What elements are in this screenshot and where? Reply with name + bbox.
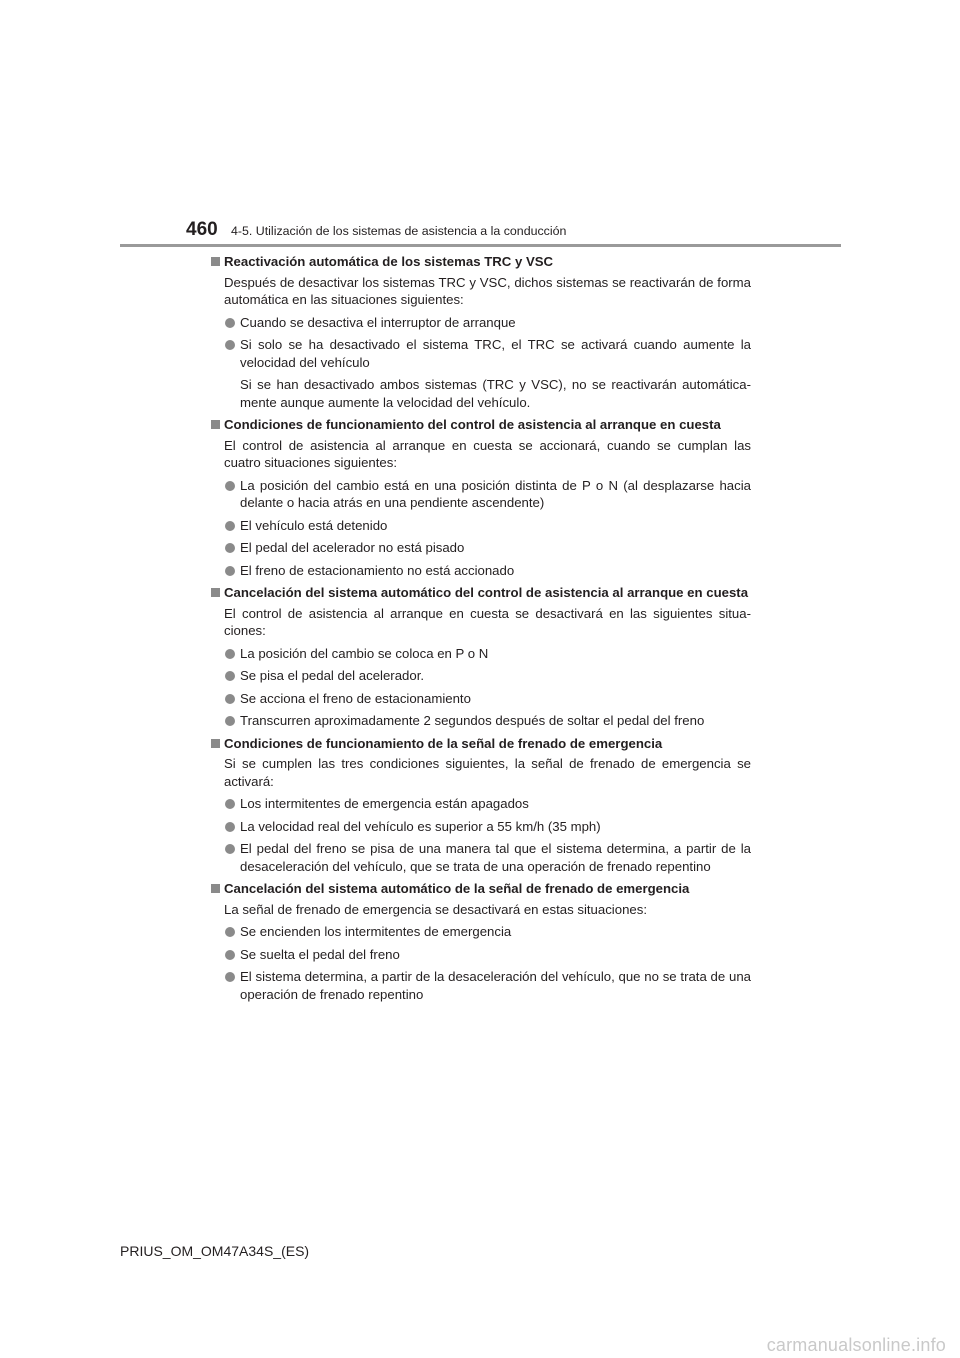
list-item-text: La posición del cambio está en una posición distinta de P o N (al desplazarse hacia delante o hacia atrás en una pendiente ascendente): [240, 477, 751, 510]
square-bullet-icon: [211, 588, 220, 597]
circle-bullet-icon: [225, 671, 235, 681]
list-item-text: Se encienden los intermitentes de emergencia: [240, 924, 512, 939]
list-item: [224, 336, 751, 371]
list-item: [224, 314, 751, 332]
list-item: [224, 968, 751, 1003]
header-rule: [120, 244, 841, 247]
list-item: [224, 667, 751, 685]
list-item-text: Los intermitentes de emergencia están apagados: [240, 796, 529, 811]
list-item-text: El pedal del acelerador no está pisado: [240, 540, 465, 555]
list-item-note: Si se han desactivado ambos sistemas (TRC y VSC), no se reactivarán automática-mente aunque aumente la velocidad del vehículo.: [240, 377, 751, 410]
list-item: [224, 795, 751, 813]
section-heading: [211, 735, 751, 753]
section-title: Condiciones de funcionamiento del control de asistencia al arranque en cuesta: [224, 417, 721, 432]
page-number: 460: [186, 219, 218, 240]
circle-bullet-icon: [225, 950, 235, 960]
section-heading: [211, 416, 751, 434]
list-item-text: La velocidad real del vehículo es superior a 55 km/h (35 mph): [240, 818, 601, 834]
circle-bullet-icon: [225, 481, 235, 491]
list-item: [224, 818, 751, 836]
section-hill-start-cancellation: [211, 584, 751, 730]
list-item-text: El freno de estacionamiento no está accionado: [240, 562, 515, 578]
circle-bullet-icon: [225, 716, 235, 726]
section-intro: Si se cumplen las tres condiciones siguientes, la señal de frenado de emergencia se activará:: [224, 756, 751, 789]
list-item: [224, 946, 751, 964]
circle-bullet-icon: [225, 340, 235, 350]
circle-bullet-icon: [225, 822, 235, 832]
section-title: Reactivación automática de los sistemas TRC y VSC: [224, 254, 554, 269]
circle-bullet-icon: [225, 972, 235, 982]
page-content: [211, 253, 751, 1003]
section-intro: La señal de frenado de emergencia se desactivará en estas situaciones:: [224, 901, 647, 917]
list-item: [224, 690, 751, 708]
list-item: [224, 645, 751, 663]
circle-bullet-icon: [225, 318, 235, 328]
list-item: [224, 712, 751, 730]
section-emergency-signal-cancellation: [211, 880, 751, 1003]
watermark: carmanualsonline.info: [766, 1335, 946, 1355]
list-item-text: El pedal del freno se pisa de una manera tal que el sistema determina, a partir de la desaceleración del vehículo, que se trata de una operación de frenado repentino: [240, 841, 751, 874]
list-item-text: La posición del cambio se coloca en P o N: [240, 645, 489, 661]
section-title: Condiciones de funcionamiento de la señal de frenado de emergencia: [224, 735, 663, 751]
list-item: [224, 517, 751, 535]
circle-bullet-icon: [225, 543, 235, 553]
list-item-text: Se pisa el pedal del acelerador.: [240, 668, 425, 683]
list-item-text: Si solo se ha desactivado el sistema TRC, el TRC se activará cuando aumente la velocidad del vehículo: [240, 337, 751, 370]
section-title: Cancelación del sistema automático de la señal de frenado de emergencia: [224, 881, 690, 896]
section-trc-vsc-reactivation: [211, 253, 751, 411]
chapter-title: 4-5. Utilización de los sistemas de asistencia a la conducción: [231, 224, 567, 238]
document-code: PRIUS_OM_OM47A34S_(ES): [120, 1243, 310, 1259]
circle-bullet-icon: [225, 927, 235, 937]
list-item: [224, 539, 751, 557]
section-intro: El control de asistencia al arranque en cuesta se accionará, cuando se cumplan las cuatro situaciones siguientes:: [224, 437, 751, 470]
section-heading: [211, 253, 751, 271]
list-item: [224, 923, 751, 941]
circle-bullet-icon: [225, 844, 235, 854]
circle-bullet-icon: [225, 799, 235, 809]
square-bullet-icon: [211, 884, 220, 893]
circle-bullet-icon: [225, 521, 235, 531]
square-bullet-icon: [211, 739, 220, 748]
list-item: [224, 562, 751, 580]
section-intro: El control de asistencia al arranque en cuesta se desactivará en las siguientes situa-ciones:: [224, 605, 751, 638]
list-item-text: Cuando se desactiva el interruptor de arranque: [240, 314, 516, 330]
circle-bullet-icon: [225, 694, 235, 704]
list-item-text: Se suelta el pedal del freno: [240, 946, 400, 962]
list-item-text: Se acciona el freno de estacionamiento: [240, 690, 471, 706]
list-item-text: El sistema determina, a partir de la desaceleración del vehículo, que no se trata de una operación de frenado repentino: [240, 969, 751, 1002]
circle-bullet-icon: [225, 566, 235, 576]
section-emergency-signal-conditions: [211, 735, 751, 876]
section-hill-start-conditions: [211, 416, 751, 579]
square-bullet-icon: [211, 420, 220, 429]
square-bullet-icon: [211, 257, 220, 266]
list-item-text: Transcurren aproximadamente 2 segundos después de soltar el pedal del freno: [240, 713, 705, 728]
list-item: [224, 477, 751, 512]
section-title: Cancelación del sistema automático del control de asistencia al arranque en cuesta: [224, 585, 749, 600]
section-heading: [211, 584, 751, 602]
list-item-text: El vehículo está detenido: [240, 517, 388, 533]
section-intro: Después de desactivar los sistemas TRC y VSC, dichos sistemas se reactivarán de forma automática en las situaciones siguientes:: [224, 274, 751, 307]
list-item: [224, 840, 751, 875]
circle-bullet-icon: [225, 649, 235, 659]
section-heading: [211, 880, 751, 898]
